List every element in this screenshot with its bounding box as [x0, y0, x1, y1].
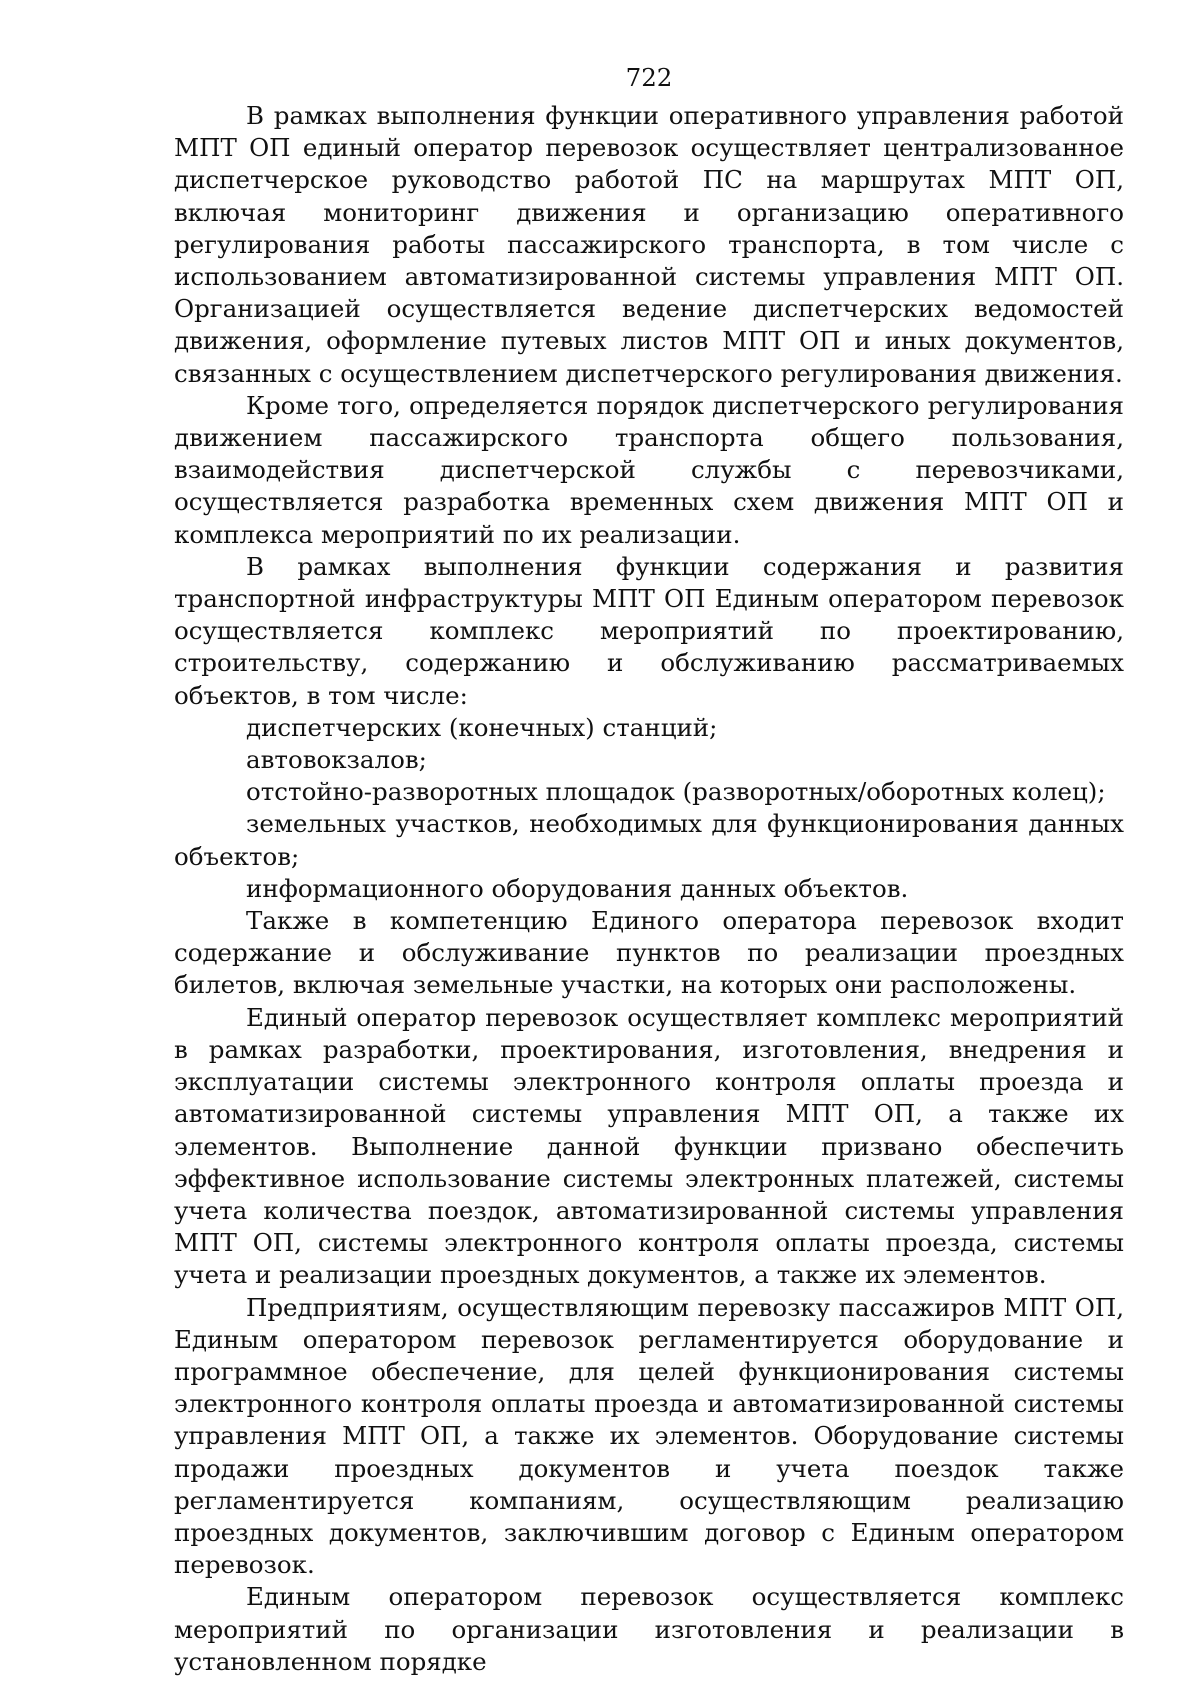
paragraph-operational-management: В рамках выполнения функции оперативного управления работой МПТ ОП единый оператор перевозок осуществляет централизованное диспетчерское руководство работой ПС на маршрутах МПТ ОП, включая мониторинг движения и организацию оперативного регулирования работы пассажирского транспорта, в том числе с использованием автоматизированной системы управления МПТ ОП. Организацией осуществляется ведение диспетчерских ведомостей движения, оформление путевых листов МПТ ОП и иных документов, связанных с осуществлением диспетчерского регулирования движения. — [174, 101, 1124, 388]
page-number: 722 — [625, 63, 673, 92]
paragraph-infrastructure: В рамках выполнения функции содержания и развития транспортной инфраструктуры МПТ ОП Единым оператором перевозок осуществляется комплекс мероприятий по проектированию, строительству, содержанию и обслуживанию рассматриваемых объектов, в том числе: — [174, 551, 1124, 710]
paragraph-electronic-control: Единый оператор перевозок осуществляет комплекс мероприятий в рамках разработки, проектирования, изготовления, внедрения и эксплуатации системы электронного контроля оплаты проезда и автоматизированной системы управления МПТ ОП, а также их элементов. Выполнение данной функции призвано обеспечить эффективное использование системы электронных платежей, системы учета количества поездок, автоматизированной системы управления МПТ ОП, системы электронного контроля оплаты проезда, системы учета и реализации проездных документов, а также их элементов. — [174, 1002, 1124, 1290]
list-item-dispatch-stations: диспетчерских (конечных) станций; — [246, 712, 718, 742]
paragraph-ticket-points: Также в компетенцию Единого оператора перевозок входит содержание и обслуживание пунктов по реализации проездных билетов, включая земельные участки, на которых они расположены. — [174, 906, 1124, 1000]
paragraph-ticket-production: Единым оператором перевозок осуществляется комплекс мероприятий по организации изготовления и реализации в установленном порядке — [174, 1582, 1124, 1676]
list-item-land-plots: земельных участков, необходимых для функционирования данных объектов; — [174, 809, 1124, 871]
document-page — [174, 62, 1124, 1678]
list-item-bus-stations: автовокзалов; — [246, 745, 427, 775]
paragraph-equipment-regulation: Предприятиям, осуществляющим перевозку пассажиров МПТ ОП, Единым оператором перевозок регламентируется оборудование и программное обеспечение, для целей функционирования системы электронного контроля оплаты проезда и автоматизированной системы управления МПТ ОП, а также их элементов. Оборудование системы продажи проездных документов и учета поездок также регламентируется компаниям, осуществляющим реализацию проездных документов, заключившим договор с Единым оператором перевозок. — [174, 1292, 1124, 1580]
paragraph-dispatch-regulation: Кроме того, определяется порядок диспетчерского регулирования движением пассажирского транспорта общего пользования, взаимодействия диспетчерской службы с перевозчиками, осуществляется разработка временных схем движения МПТ ОП и комплекса мероприятий по их реализации. — [174, 390, 1124, 549]
list-item-turning-areas: отстойно-разворотных площадок (разворотных/оборотных колец); — [246, 777, 1106, 807]
list-item-info-equipment: информационного оборудования данных объектов. — [246, 873, 909, 903]
